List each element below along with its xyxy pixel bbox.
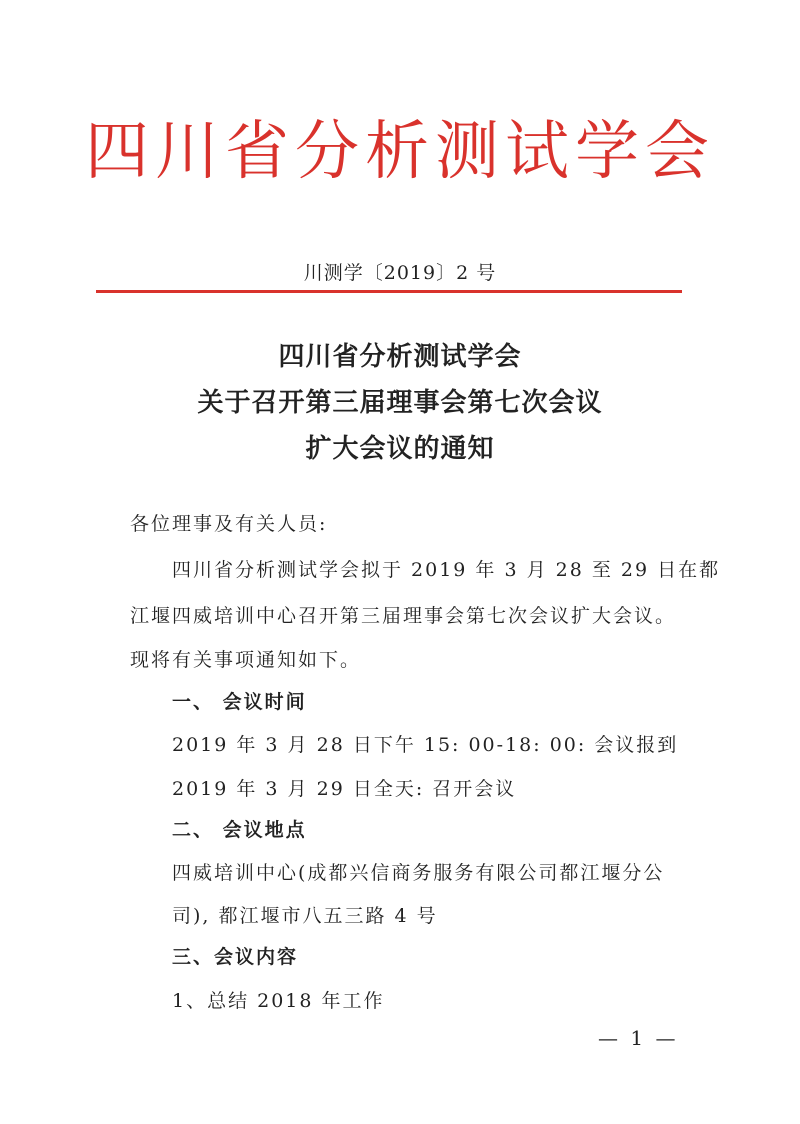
intro-line-1: 四川省分析测试学会拟于 2019 年 3 月 28 至 29 日在都 (172, 559, 721, 581)
time-item-2: 2019 年 3 月 29 日全天: 召开会议 (172, 778, 517, 800)
org-letterhead-title: 四川省分析测试学会 (85, 115, 715, 189)
page-number: — 1 — (598, 1026, 679, 1050)
title-line-1: 四川省分析测试学会 (278, 342, 522, 372)
location-line-2: 司), 都江堰市八五三路 4 号 (172, 905, 438, 927)
red-divider-line (96, 290, 682, 293)
time-item-1: 2019 年 3 月 28 日下午 15: 00-18: 00: 会议报到 (172, 734, 679, 756)
salutation: 各位理事及有关人员: (130, 513, 328, 535)
notice-title (0, 334, 800, 472)
title-line-2: 关于召开第三届理事会第七次会议 (197, 388, 603, 418)
section-heading-content: 三、会议内容 (172, 946, 299, 968)
intro-line-2: 江堰四威培训中心召开第三届理事会第七次会议扩大会议。 (130, 605, 677, 627)
location-line-1: 四威培训中心(成都兴信商务服务有限公司都江堰分公 (172, 862, 665, 884)
section-heading-location: 二、 会议地点 (172, 819, 307, 841)
section-heading-time: 一、 会议时间 (172, 691, 307, 713)
content-item-1: 1、总结 2018 年工作 (172, 990, 385, 1012)
document-number: 川测学〔2019〕2 号 (303, 262, 497, 284)
title-line-3: 扩大会议的通知 (305, 434, 495, 464)
intro-line-3: 现将有关事项通知如下。 (130, 649, 362, 671)
